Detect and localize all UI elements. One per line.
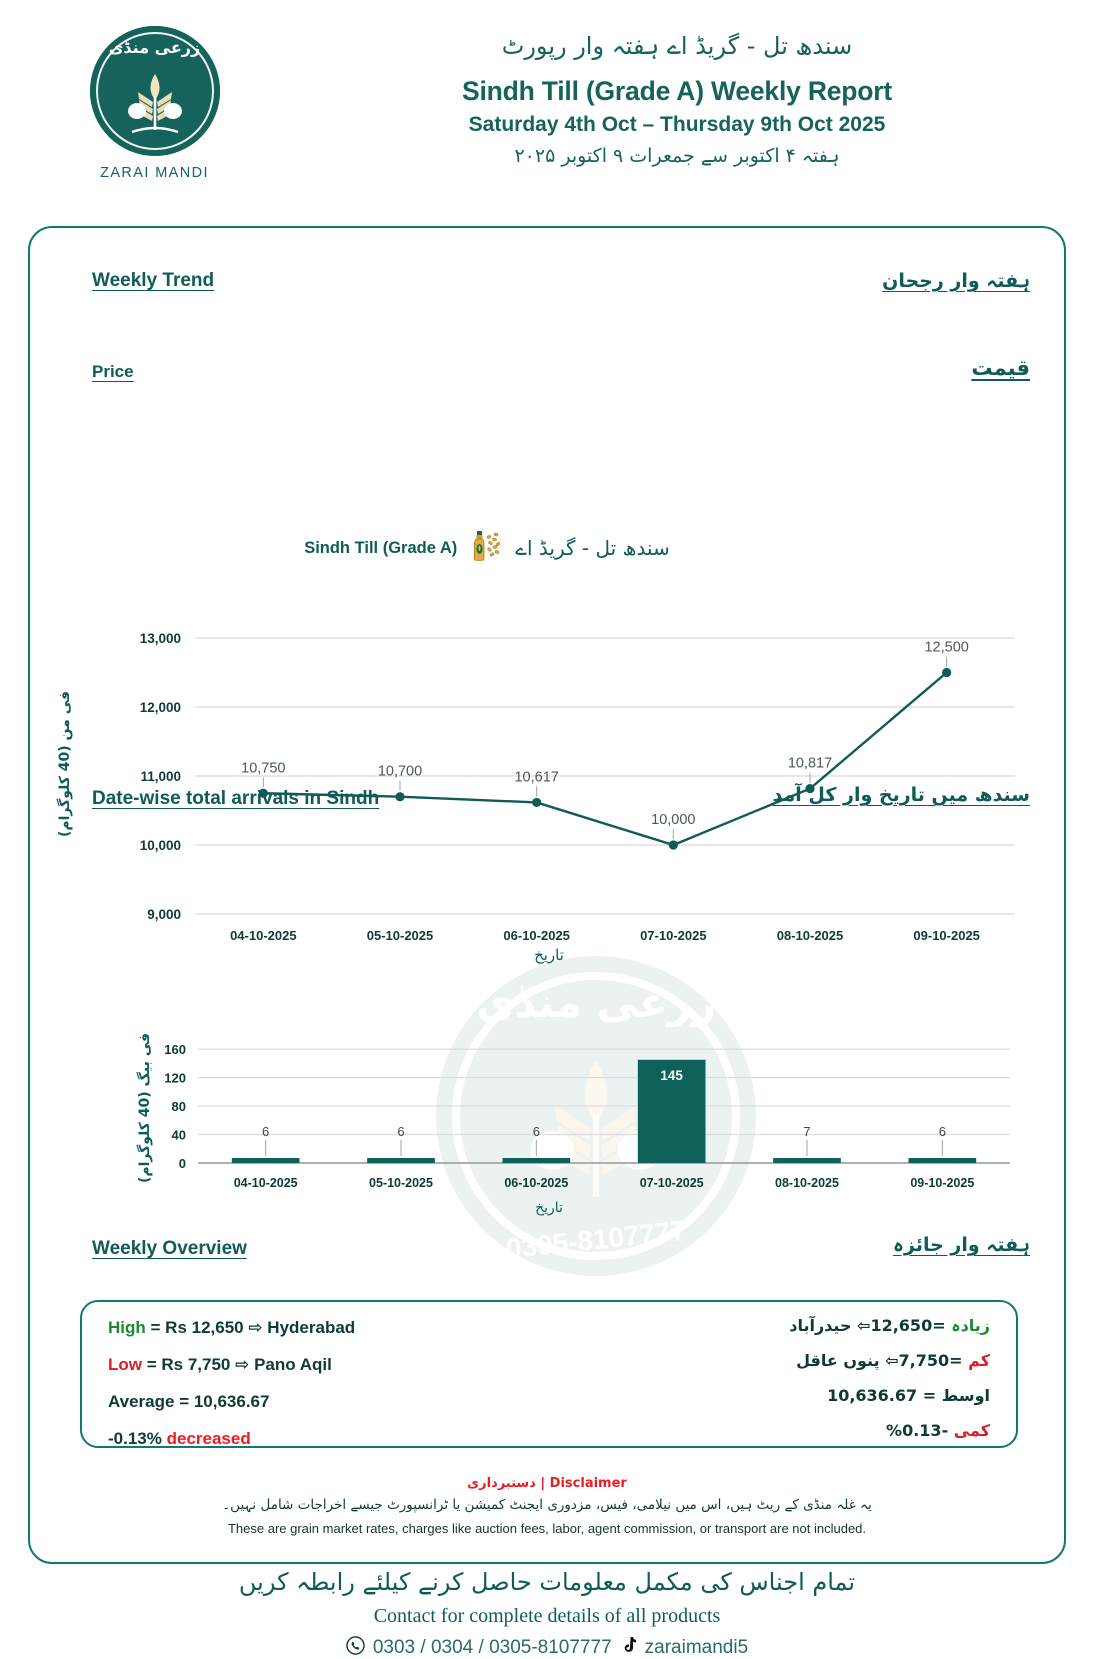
overview-high-value: = Rs 12,650 ⇨ Hyderabad [150, 1318, 356, 1337]
line-chart-y-tick: 11,000 [140, 769, 181, 784]
overview-high-value-ur: =12,650⇦ حیدرآباد [789, 1316, 946, 1335]
price-label-en: Price [92, 362, 134, 381]
disclaimer-heading [30, 1476, 1064, 1491]
bar-chart-value-label: 6 [397, 1124, 405, 1139]
arrivals-bar-chart [30, 1028, 1068, 1218]
disclaimer-heading-ur: دستبرداری [467, 1476, 536, 1491]
bar-chart-x-tick: 09-10-2025 [910, 1176, 975, 1190]
overview-high-label-ur: زیادہ [951, 1316, 990, 1335]
legend-label-en: Sindh Till (Grade A) [304, 538, 458, 557]
sesame-oil-bottle-icon [471, 530, 501, 566]
line-chart-point-label: 10,617 [514, 769, 559, 786]
overview-average-row: Average = 10,636.67 [108, 1392, 270, 1411]
disclaimer-text-en: These are grain market rates, charges like auction fees, labor, agent commission, or transport are not included. [227, 1521, 867, 1536]
line-chart-x-tick: 07-10-2025 [640, 928, 707, 943]
report-header [0, 0, 1094, 205]
legend-label-ur: سندھ تل - گریڈ اے [515, 536, 670, 560]
bar-chart-bar [773, 1158, 841, 1163]
bar-chart-bar [909, 1158, 977, 1163]
price-label-ur: قیمت [971, 356, 1030, 380]
line-chart-y-axis-label: فی من (40 کلوگرام) [57, 690, 74, 838]
whatsapp-icon[interactable] [346, 1636, 365, 1659]
bar-chart-y-tick: 0 [178, 1156, 186, 1171]
bar-chart-y-axis-label: فی بیگ (40 کلوگرام) [137, 1032, 154, 1184]
bar-chart-bar [367, 1158, 435, 1163]
bar-chart-svg [30, 1028, 1068, 1218]
overview-change-word: decreased [166, 1429, 251, 1448]
overview-change-value: -0.13% [108, 1429, 162, 1448]
weekly-trend-title-en: Weekly Trend [92, 270, 215, 291]
line-chart-x-tick: 09-10-2025 [913, 928, 980, 943]
line-chart-x-tick: 04-10-2025 [230, 928, 297, 943]
line-chart-point [395, 792, 404, 801]
overview-low-value-ur: =7,750⇦ پنوں عاقل [796, 1351, 963, 1370]
wheat-logo-icon [90, 26, 220, 156]
line-chart-point-label: 12,500 [924, 639, 969, 656]
footer-english-text: Contact for complete details of all products [373, 1605, 721, 1627]
disclaimer-text-ur: یہ غلہ منڈی کے ریٹ ہیں، اس میں نیلامی، فیس، مزدوری ایجنٹ کمیشن یا ٹرانسپورٹ جیسے اخراجات شامل نہیں۔ [222, 1497, 872, 1513]
bar-chart-x-axis-label: تاریخ [535, 1200, 563, 1216]
line-chart-point [532, 798, 541, 807]
line-chart-y-tick: 13,000 [139, 631, 181, 646]
overview-low-row [108, 1355, 355, 1375]
line-chart-y-tick: 9,000 [147, 907, 181, 922]
overview-low-label: Low [108, 1355, 142, 1374]
bar-chart-value-label: 6 [532, 1124, 540, 1139]
logo-urdu-text: زرعی منڈی [108, 38, 201, 57]
disclaimer-block [30, 1476, 1064, 1536]
weekly-trend-title-ur: ہفتہ وار رجحان [882, 270, 1030, 292]
weekly-overview-box [80, 1300, 1018, 1448]
arrivals-title-ur: سندھ میں تاریخ وار کل آمد [772, 784, 1030, 806]
bar-chart-x-tick: 04-10-2025 [233, 1176, 298, 1190]
overview-high-label: High [108, 1318, 146, 1337]
footer-block [30, 1568, 1064, 1659]
line-chart-point-label: 10,000 [651, 812, 696, 828]
chart-legend [30, 530, 1064, 566]
page-title: Sindh Till (Grade A) Weekly Report [461, 76, 893, 106]
disclaimer-separator: | [540, 1476, 546, 1491]
line-chart-x-tick: 08-10-2025 [776, 928, 844, 943]
bar-chart-value-label: 6 [262, 1124, 270, 1139]
footer-phone-numbers[interactable]: 0303 / 0304 / 0305-8107777 [372, 1636, 612, 1658]
bar-chart-x-tick: 07-10-2025 [639, 1176, 704, 1190]
bar-chart-x-tick: 05-10-2025 [369, 1176, 433, 1190]
brand-name: ZARAI MANDI [100, 165, 209, 181]
header-urdu-title: سندھ تل - گریڈ اے ہفتہ وار رپورٹ [501, 32, 853, 60]
bar-chart-value-label: 145 [660, 1067, 683, 1083]
footer-urdu-text: تمام اجناس کی مکمل معلومات حاصل کرنے کیلئے رابطہ کریں [238, 1568, 856, 1596]
overview-english-column [108, 1318, 355, 1466]
brand-logo [62, 26, 247, 181]
overview-low-row-ur [789, 1351, 990, 1370]
line-chart-y-tick: 10,000 [139, 838, 181, 853]
bar-chart-y-tick: 80 [171, 1099, 186, 1115]
overview-urdu-column [789, 1316, 990, 1456]
bar-chart-y-tick: 40 [171, 1127, 186, 1143]
line-chart-point-label: 10,700 [377, 763, 423, 780]
logo-wheat-glyph [90, 66, 220, 145]
bar-chart-bar [503, 1158, 571, 1163]
footer-contact-row[interactable] [30, 1636, 1064, 1659]
overview-change-row [108, 1429, 355, 1449]
overview-low-value: = Rs 7,750 ⇨ Pano Aqil [146, 1355, 332, 1374]
overview-high-row-ur [789, 1316, 990, 1335]
line-chart-point-label: 10,750 [241, 760, 286, 777]
bar-chart-x-tick: 08-10-2025 [775, 1176, 839, 1190]
header-text-block [300, 28, 1054, 167]
bar-chart-value-label: 6 [938, 1124, 946, 1139]
overview-change-row-ur [789, 1421, 990, 1440]
tiktok-icon[interactable] [620, 1636, 637, 1659]
overview-low-label-ur: کم [968, 1351, 990, 1370]
report-card [28, 226, 1066, 1658]
line-chart-x-tick: 05-10-2025 [366, 928, 434, 943]
bar-chart-y-tick: 160 [164, 1042, 186, 1058]
watermark-phone: 0305-8107777 [504, 1214, 688, 1265]
watermark-urdu: زرعی منڈی [475, 978, 717, 1027]
bar-chart-y-tick: 120 [164, 1070, 186, 1086]
overview-change-value-ur: -0.13% [886, 1421, 949, 1440]
overview-title-ur: ہفتہ وار جائزہ [892, 1234, 1030, 1256]
line-chart-point-label: 10,817 [787, 755, 833, 772]
line-chart-x-tick: 06-10-2025 [503, 928, 570, 943]
line-chart-y-tick: 12,000 [139, 700, 181, 715]
overview-average-row-ur: اوسط = 10,636.67 [827, 1386, 990, 1405]
overview-high-row [108, 1318, 355, 1338]
arrivals-title-en: Date-wise total arrivals in Sindh [92, 788, 380, 809]
line-chart-series [263, 673, 946, 846]
line-chart-point [669, 840, 678, 849]
header-urdu-date-range: ہفتہ ۴ اکتوبر سے جمعرات ۹ اکتوبر ۲۰۲۵ [514, 145, 840, 167]
disclaimer-heading-en: Disclaimer [549, 1476, 627, 1491]
line-chart-point [942, 668, 951, 677]
footer-tiktok-handle[interactable]: zaraimandi5 [644, 1636, 749, 1658]
header-date-range: Saturday 4th Oct – Thursday 9th Oct 2025 [468, 113, 886, 136]
bar-chart-bar [232, 1158, 300, 1163]
overview-title-en: Weekly Overview [92, 1238, 247, 1259]
overview-change-label-ur: کمی [953, 1421, 990, 1440]
bar-chart-value-label: 7 [803, 1124, 811, 1139]
bar-chart-x-tick: 06-10-2025 [504, 1176, 569, 1190]
line-chart-x-axis-label: تاریخ [534, 946, 564, 964]
